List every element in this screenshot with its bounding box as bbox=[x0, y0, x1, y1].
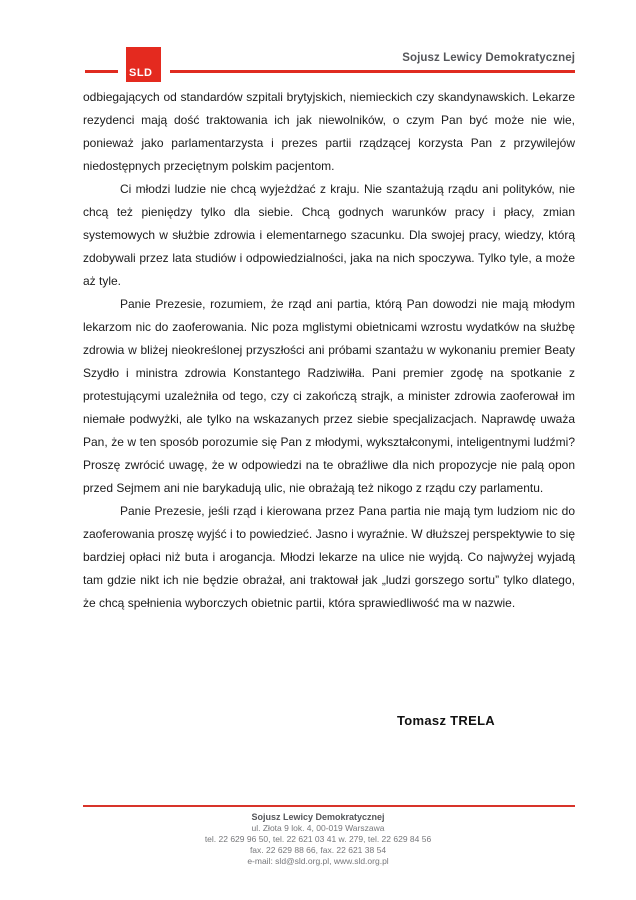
letter-paragraph: Panie Prezesie, rozumiem, że rząd ani partia, którą Pan dowodzi nie mają młodym lekarzom nic do zaoferowania. Nic poza mglistymi obietnicami wzrostu wydatków na służbę zdrowia w bliżej nieokreślonej przyszłości ani próbami szantażu w wykonaniu premier Beaty Szydło i ministra zdrowia Konstantego Radziwiłła. Pani premier zgodę na spotkanie z protestującymi uzależniła od tego, czy ci zakończą strajk, a minister zdrowia zaoferował im niemałe podwyżki, ale tylko na wskazanych przez siebie specjalizacjach. Naprawdę uważa Pan, że w ten sposób porozumie się Pan z młodymi, wykształconymi, inteligentnymi ludźmi? Proszę zwrócić uwagę, że w odpowiedzi na te obraźliwe dla nich propozycje nie palą opon przed Sejmem ani nie barykadują ulic, nie obrażają też nikogo z rządu czy parlamentu. bbox=[83, 297, 575, 495]
header-rule bbox=[170, 70, 575, 73]
letter-body bbox=[83, 86, 575, 615]
footer-email-web: e-mail: sld@sld.org.pl, www.sld.org.pl bbox=[247, 856, 389, 866]
letter-paragraph: Ci młodzi ludzie nie chcą wyjeżdżać z kraju. Nie szantażują rządu ani polityków, nie chcą też pieniędzy tylko dla siebie. Chcą godnych warunków pracy i płacy, zmian systemowych w służbie zdrowia i elementarnego szacunku. Dla swojej pracy, wiedzy, którą zdobywali przez lata studiów i odpowiedzialności, jaka na nich spoczywa. Tylko tyle, a może aż tyle. bbox=[83, 182, 575, 288]
footer-faxes: fax. 22 629 88 66, fax. 22 621 38 54 bbox=[249, 845, 387, 855]
signature-name: Tomasz TRELA bbox=[397, 713, 495, 728]
header-org-name: Sojusz Lewicy Demokratycznej bbox=[402, 52, 575, 64]
letter-paragraph: Panie Prezesie, jeśli rząd i kierowana przez Pana partia nie mają tym ludziom nic do zaoferowania proszę wyjść i to powiedzieć. Jasno i wyraźnie. W dłuższej perspektywie to się bardziej opłaci niż buta i arogancja. Młodzi lekarze na ulice nie wyjdą. Co najwyżej wyjadą tam gdzie nikt ich nie będzie obrażał, ani traktował jak „ludzi gorszego sortu” tylko dlatego, że chcą spełnienia wyborczych obietnic partii, która sprawiedliwość ma w nazwie. bbox=[83, 504, 575, 610]
footer-org-name: Sojusz Lewicy Demokratycznej bbox=[251, 812, 385, 822]
header-dash-rule bbox=[85, 70, 118, 73]
signature-block bbox=[83, 712, 575, 730]
footer bbox=[0, 812, 636, 867]
sld-logo-text: SLD bbox=[129, 67, 153, 79]
footer-rule bbox=[83, 805, 575, 807]
footer-phones: tel. 22 629 96 50, tel. 22 621 03 41 w. 279, tel. 22 629 84 56 bbox=[204, 834, 432, 844]
footer-address: ul. Złota 9 lok. 4, 00-019 Warszawa bbox=[251, 823, 385, 833]
letter-paragraph: odbiegających od standardów szpitali brytyjskich, niemieckich czy skandynawskich. Lekarze rezydenci mają dość traktowania ich jak niewolników, o czym Pan być może nie wie, ponieważ jako parlamentarzysta i prezes partii rządzącej korzysta Pan z przywilejów niedostępnych przeciętnym polskim pacjentom. bbox=[83, 90, 575, 173]
